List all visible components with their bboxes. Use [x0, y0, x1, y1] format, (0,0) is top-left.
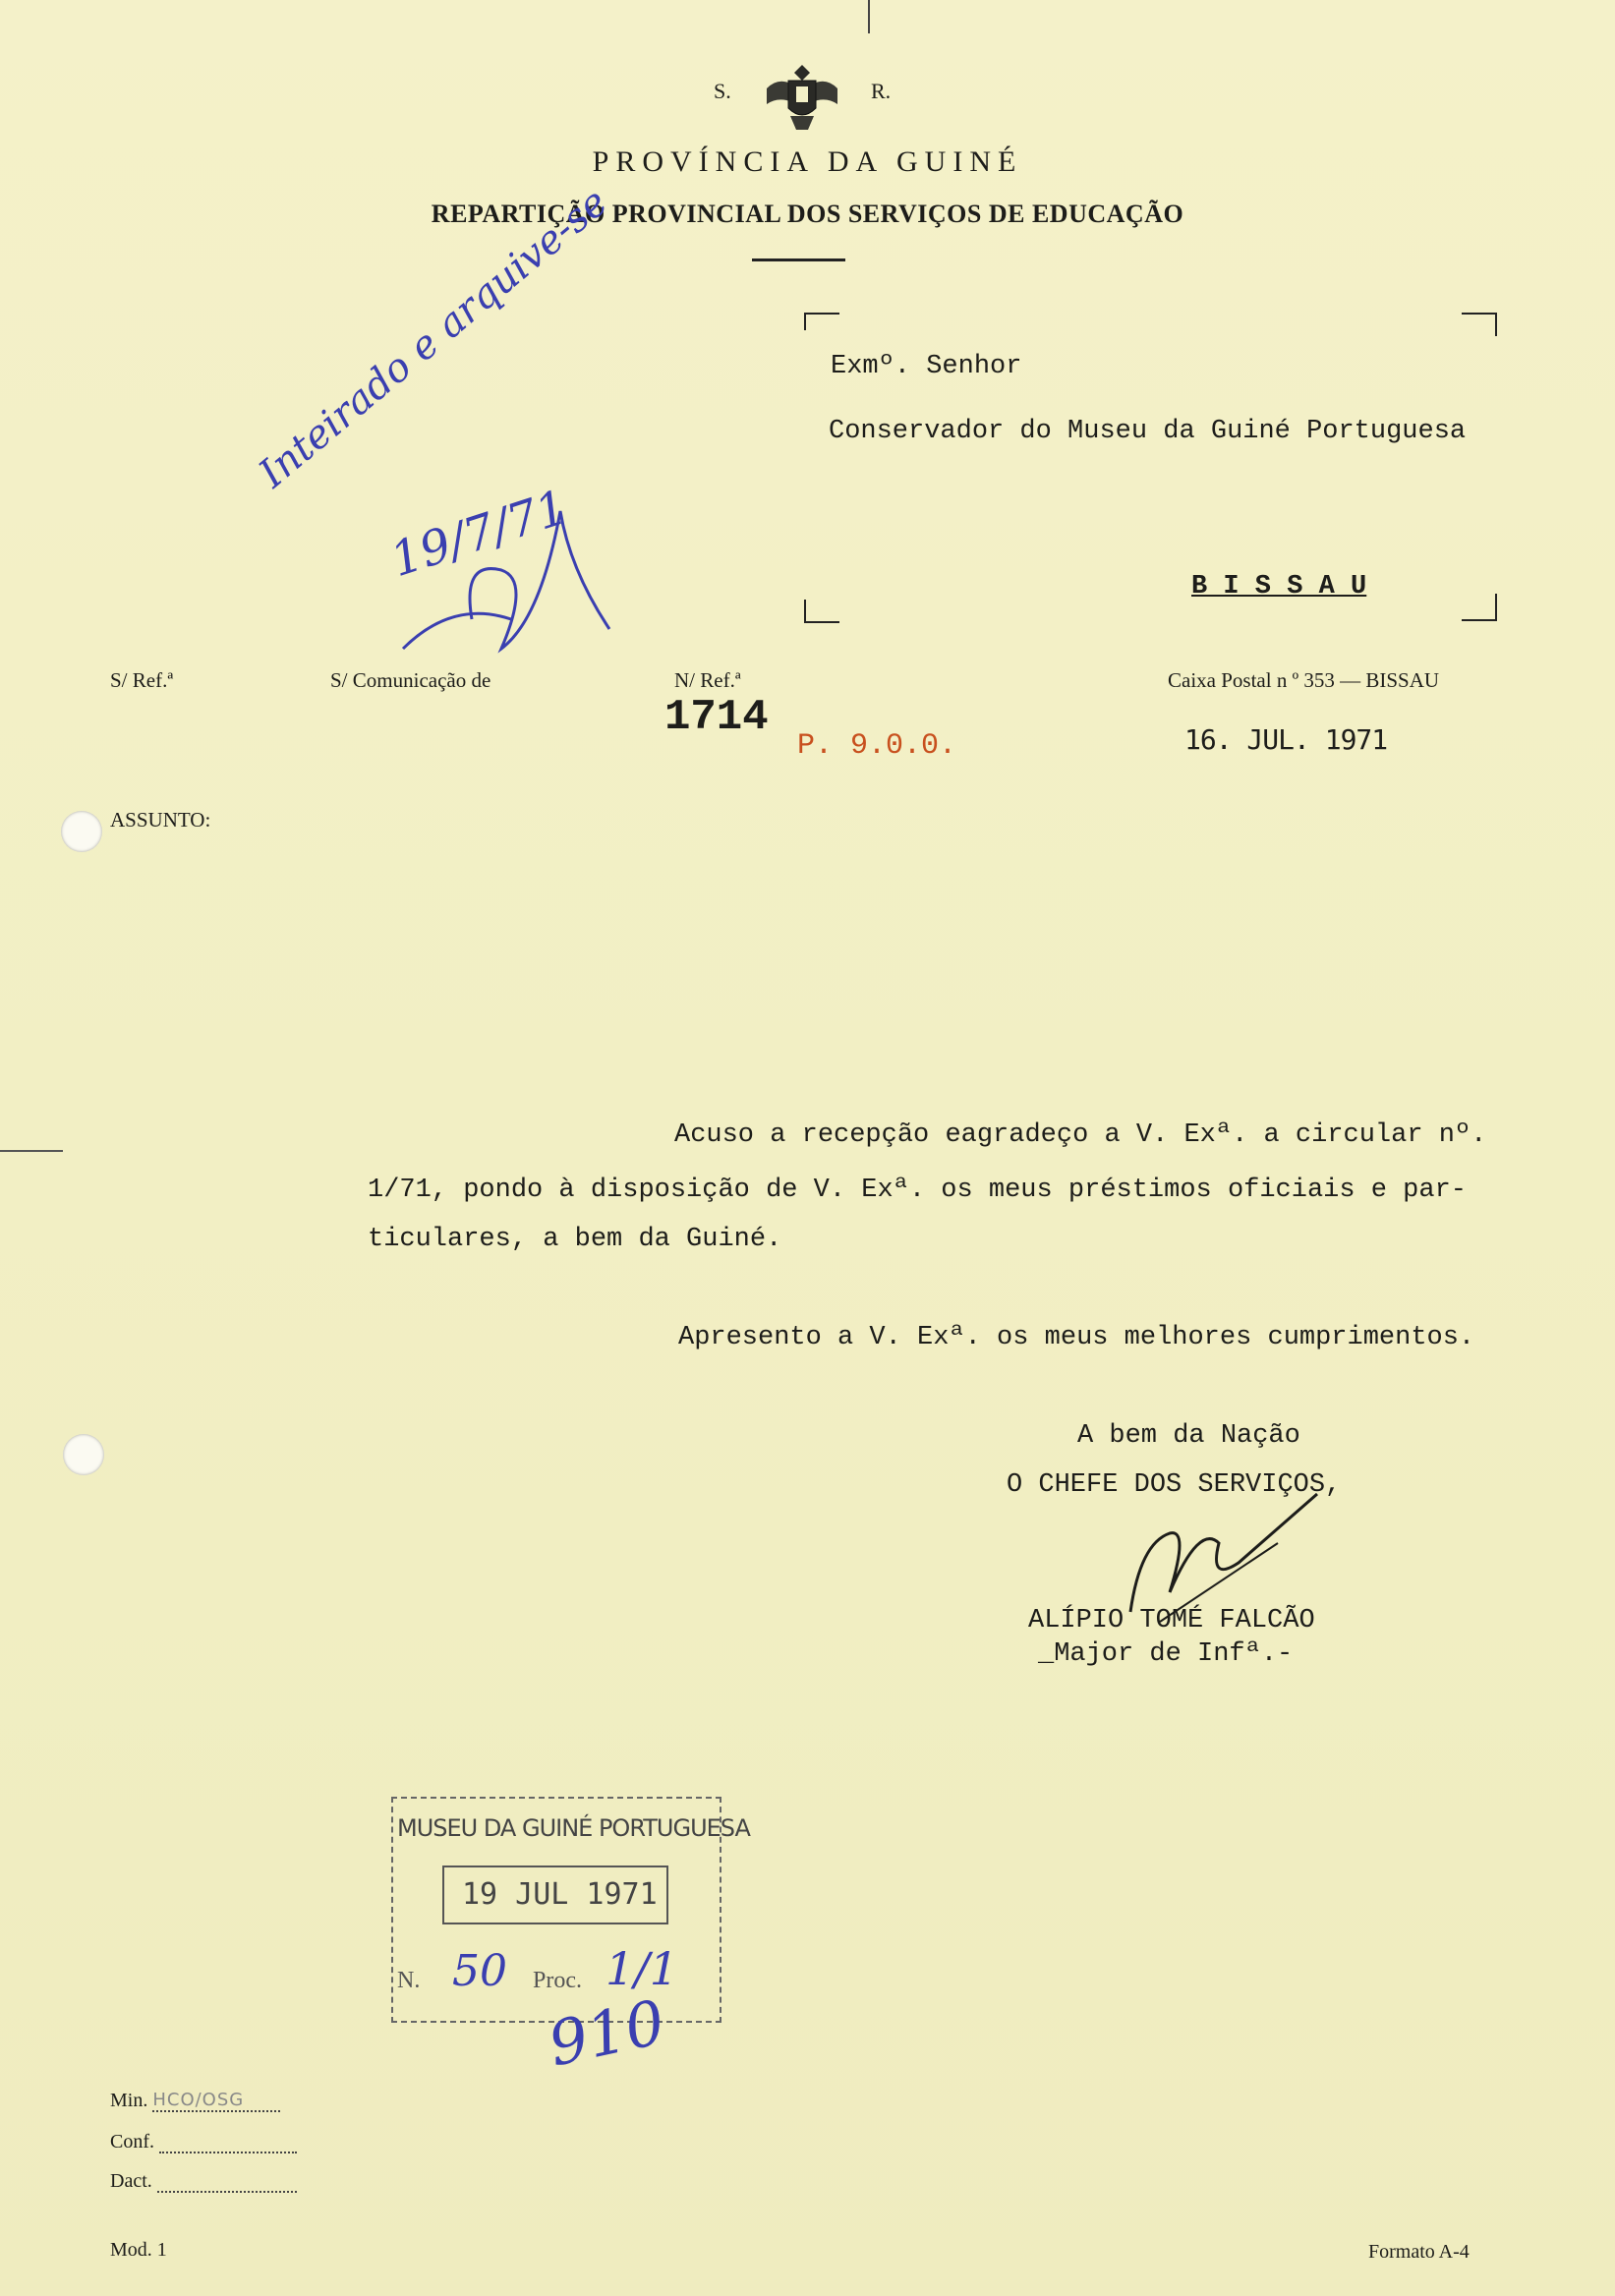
footer-mod: Mod. 1	[110, 2239, 167, 2261]
museum-stamp-handwritten-code: 910	[542, 1985, 671, 2081]
handwritten-date: 19/7/71	[383, 479, 575, 589]
s-ref-label: S/ Ref.ª	[110, 668, 174, 692]
province-title: PROVÍNCIA DA GUINÉ	[592, 145, 1023, 178]
process-code: P. 9.0.0.	[797, 729, 957, 763]
address-corner-tl	[804, 313, 839, 330]
sr-left: S.	[714, 79, 731, 103]
department-title: REPARTIÇÃO PROVINCIAL DOS SERVIÇOS DE EDUCAÇÃO	[431, 200, 1184, 228]
footer-dact-line	[157, 2191, 297, 2193]
date-stamp: 16. JUL. 1971	[1184, 723, 1388, 756]
footer-conf	[110, 2131, 297, 2153]
address-corner-bl	[804, 600, 839, 623]
handwritten-note: Inteirado e arquive-se	[251, 179, 616, 497]
signatory-rank: _Major de Infª.-	[1038, 1639, 1294, 1669]
footer-dact-label: Dact.	[110, 2170, 152, 2192]
footer-format: Formato A-4	[1368, 2241, 1470, 2263]
museum-stamp-number-label: N.	[397, 1968, 421, 1993]
museum-stamp-number: 50	[452, 1946, 507, 1996]
sr-right: R.	[871, 79, 892, 103]
n-ref-label: N/ Ref.ª	[674, 668, 741, 692]
museum-stamp-proc-value: 1/1	[606, 1942, 679, 1995]
body-line-4: Apresento a V. Exª. os meus melhores cumprimentos.	[678, 1323, 1475, 1352]
punch-hole-bottom	[63, 1434, 104, 1475]
postal-box: Caixa Postal n º 353 — BISSAU	[1168, 668, 1440, 692]
closing-line-2: O CHEFE DOS SERVIÇOS,	[1007, 1470, 1342, 1500]
body-line-2: 1/71, pondo à disposição de V. Exª. os meus préstimos oficiais e par-	[368, 1176, 1467, 1205]
footer-dact	[110, 2170, 297, 2193]
footer-conf-label: Conf.	[110, 2131, 154, 2152]
footer-min-label: Min.	[110, 2090, 148, 2111]
punch-hole-top	[61, 811, 102, 852]
city: B I S S A U	[1191, 572, 1367, 602]
coat-of-arms-icon	[757, 59, 847, 136]
fold-mark	[868, 0, 870, 33]
body-line-1: Acuso a recepção eagradeço a V. Exª. a circular nº.	[674, 1120, 1487, 1150]
body-line-3: ticulares, a bem da Guiné.	[368, 1225, 782, 1254]
handwritten-initials-icon	[393, 452, 629, 688]
recipient: Conservador do Museu da Guiné Portuguesa	[829, 417, 1467, 446]
n-ref-number: 1714	[664, 693, 769, 742]
signatory-name: ALÍPIO TOMÉ FALCÃO	[1028, 1606, 1315, 1636]
footer-conf-line	[159, 2152, 297, 2153]
header-rule	[752, 258, 845, 261]
margin-mark	[0, 1150, 63, 1152]
footer-min-value: HCO/OSG	[152, 2090, 280, 2112]
museum-stamp-date: 19 JUL 1971	[462, 1877, 658, 1912]
address-corner-br	[1462, 594, 1497, 621]
footer-min	[110, 2090, 280, 2112]
s-comm-label: S/ Comunicação de	[330, 668, 491, 692]
salutation: Exmº. Senhor	[831, 352, 1022, 381]
subject-label: ASSUNTO:	[110, 808, 211, 832]
museum-stamp-proc-label: Proc.	[533, 1968, 582, 1993]
closing-line-1: A bem da Nação	[1077, 1421, 1300, 1451]
museum-stamp-title: MUSEU DA GUINÉ PORTUGUESA	[397, 1814, 750, 1842]
address-corner-tr	[1462, 313, 1497, 336]
